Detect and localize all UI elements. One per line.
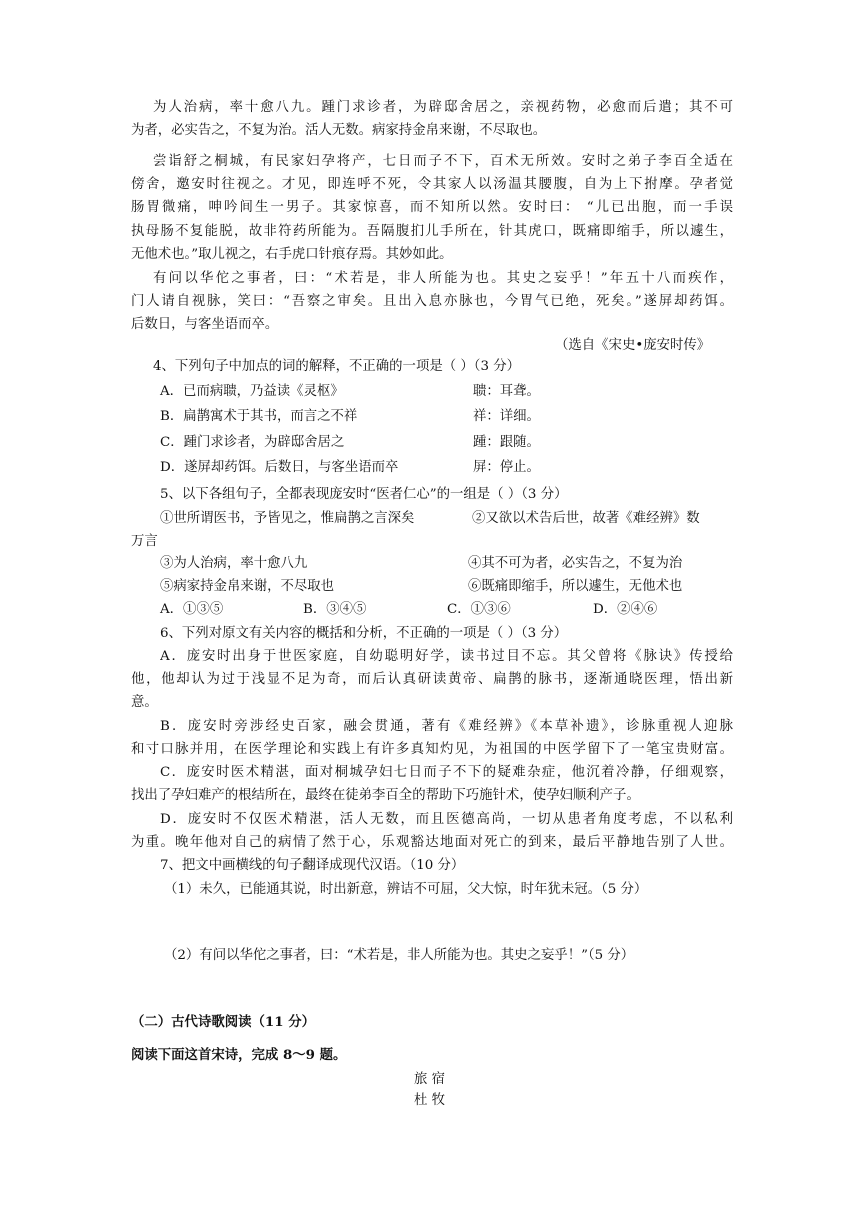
q4-option-c: C．踵门求诊者，为辟邸舍居之 — [160, 435, 345, 450]
passage-line: 门人请自视脉，笑曰：“吾察之审矣。且出入息亦脉也，今胃气已绝，死矣。”遂屏却药饵。 — [131, 294, 733, 309]
q4-option-c-gloss: 踵：跟随。 — [473, 435, 540, 450]
q4-option-d-gloss: 屏：停止。 — [473, 460, 540, 475]
section-heading: （二）古代诗歌阅读（11 分） — [131, 1014, 315, 1030]
q4-option-a: A．已而病聩，乃益读《灵枢》 — [160, 384, 344, 399]
q5-item-3: ③为人治病，率十愈八九 — [160, 556, 308, 571]
passage-line: 为人治病，率十愈八九。踵门求诊者，为辟邸舍居之，亲视药物，必愈而后遣；其不可 — [153, 100, 733, 115]
q6-option-c-line: 找出了孕妇难产的根结所在，最终在徒弟李百全的帮助下巧施针术，使孕妇顺利产子。 — [131, 788, 640, 803]
q4-option-a-gloss: 聩：耳聋。 — [473, 384, 540, 399]
poem-author: 杜 牧 — [414, 1093, 446, 1108]
passage-line: 有问以华佗之事者，曰：“术若是，非人所能为也。其史之妄乎！”年五十八而疾作， — [153, 271, 733, 286]
q5-choice-d: D．②④⑥ — [593, 602, 658, 617]
q5-item-5: ⑤病家持金帛来谢，不尽取也 — [160, 579, 335, 594]
q4-option-d: D．遂屏却药饵。后数日，与客坐语而卒 — [160, 460, 399, 475]
q6-option-c: C．庞安时医术精湛，面对桐城孕妇七日而子不下的疑难杂症，他沉着冷静，仔细观察， — [160, 765, 733, 780]
q5-choice-c: C．①③⑥ — [447, 602, 511, 617]
question-4-stem: 4、下列句子中加点的词的解释，不正确的一项是（ ）（3 分） — [153, 359, 521, 374]
q5-item-6: ⑥既痛即缩手，所以遽生，无他术也 — [468, 579, 683, 594]
q6-option-d: D．庞安时不仅医术精湛，活人无数，而且医德高尚，一切从患者角度考虑，不以私利 — [160, 812, 733, 827]
passage-line: 执母肠不复能脱，故非符药所能为。吾隔腹扪儿手所在，针其虎口，既痛即缩手，所以遽生， — [131, 224, 733, 239]
q7-sentence-2: （2）有问以华佗之事者，曰：“术若是，非人所能为也。其史之妄乎！”（5 分） — [164, 948, 635, 963]
q5-item-1: ①世所谓医书，予皆见之，惟扁鹊之言深矣 — [160, 511, 415, 526]
q6-option-d-line: 为重。晚年他对自己的病情了然于心，乐观豁达地面对死亡的到来，最后平静地告别了人世。 — [131, 835, 733, 850]
q6-option-a: A．庞安时出身于世医家庭，自幼聪明好学，读书过目不忘。其父曾将《脉诀》传授给 — [160, 649, 733, 664]
q4-option-b: B．扁鹊寓术于其书，而言之不祥 — [160, 409, 358, 424]
question-7-stem: 7、把文中画横线的句子翻译成现代汉语。（10 分） — [160, 858, 465, 873]
passage-source: （选自《宋史•庞安时传》 — [555, 338, 711, 353]
q7-sentence-1: （1）未久，已能通其说，时出新意，辨诘不可屈，父大惊，时年犹未冠。（5 分） — [164, 882, 648, 897]
q5-item-2-continued: 万言 — [131, 534, 158, 549]
passage-line: 为者，必实告之，不复为治。活人无数。病家持金帛来谢，不尽取也。 — [131, 123, 547, 138]
q6-option-a-line: 他，他却认为过于浅显不足为奇，而后认真研读黄帝、扁鹊的脉书，逐渐通晓医理，悟出新 — [131, 672, 733, 687]
section-instruction: 阅读下面这首宋诗，完成 8～9 题。 — [131, 1047, 347, 1063]
question-5-stem: 5、以下各组句子，全都表现庞安时“医者仁心”的一组是（ ）（3 分） — [160, 487, 568, 502]
q5-choice-b: B．③④⑤ — [303, 602, 367, 617]
q5-item-4: ④其不可为者，必实告之，不复为治 — [468, 556, 683, 571]
q4-option-b-gloss: 祥：详细。 — [473, 409, 540, 424]
passage-line: 后数日，与客坐语而卒。 — [131, 317, 279, 332]
passage-line: 无他术也。”取儿视之，右手虎口针痕存焉。其妙如此。 — [131, 247, 453, 262]
passage-line: 傍舍，邀安时往视之。才见，即连呼不死，令其家人以汤温其腰腹，自为上下拊摩。孕者觉 — [131, 177, 733, 192]
poem-title: 旅 宿 — [414, 1072, 446, 1087]
q5-item-2: ②又欲以术告后世，故著《难经辨》数 — [472, 511, 700, 526]
passage-line: 肠胃微痛，呻吟间生一男子。其家惊喜，而不知所以然。安时曰： “儿已出胞，而一手误 — [131, 200, 733, 215]
question-6-stem: 6、下列对原文有关内容的概括和分析，不正确的一项是（ ）（3 分） — [160, 626, 568, 641]
q6-option-b: B．庞安时旁涉经史百家，融会贯通，著有《难经辨》《本草补遗》，诊脉重视人迎脉 — [160, 719, 733, 734]
q5-choice-a: A．①③⑤ — [160, 602, 224, 617]
passage-line: 尝诣舒之桐城，有民家妇孕将产，七日而子不下，百术无所效。安时之弟子李百全适在 — [153, 154, 733, 169]
q6-option-b-line: 和寸口脉并用，在医学理论和实践上有许多真知灼见，为祖国的中医学留下了一笔宝贵财富。 — [131, 742, 733, 757]
q6-option-a-line: 意。 — [131, 695, 158, 710]
